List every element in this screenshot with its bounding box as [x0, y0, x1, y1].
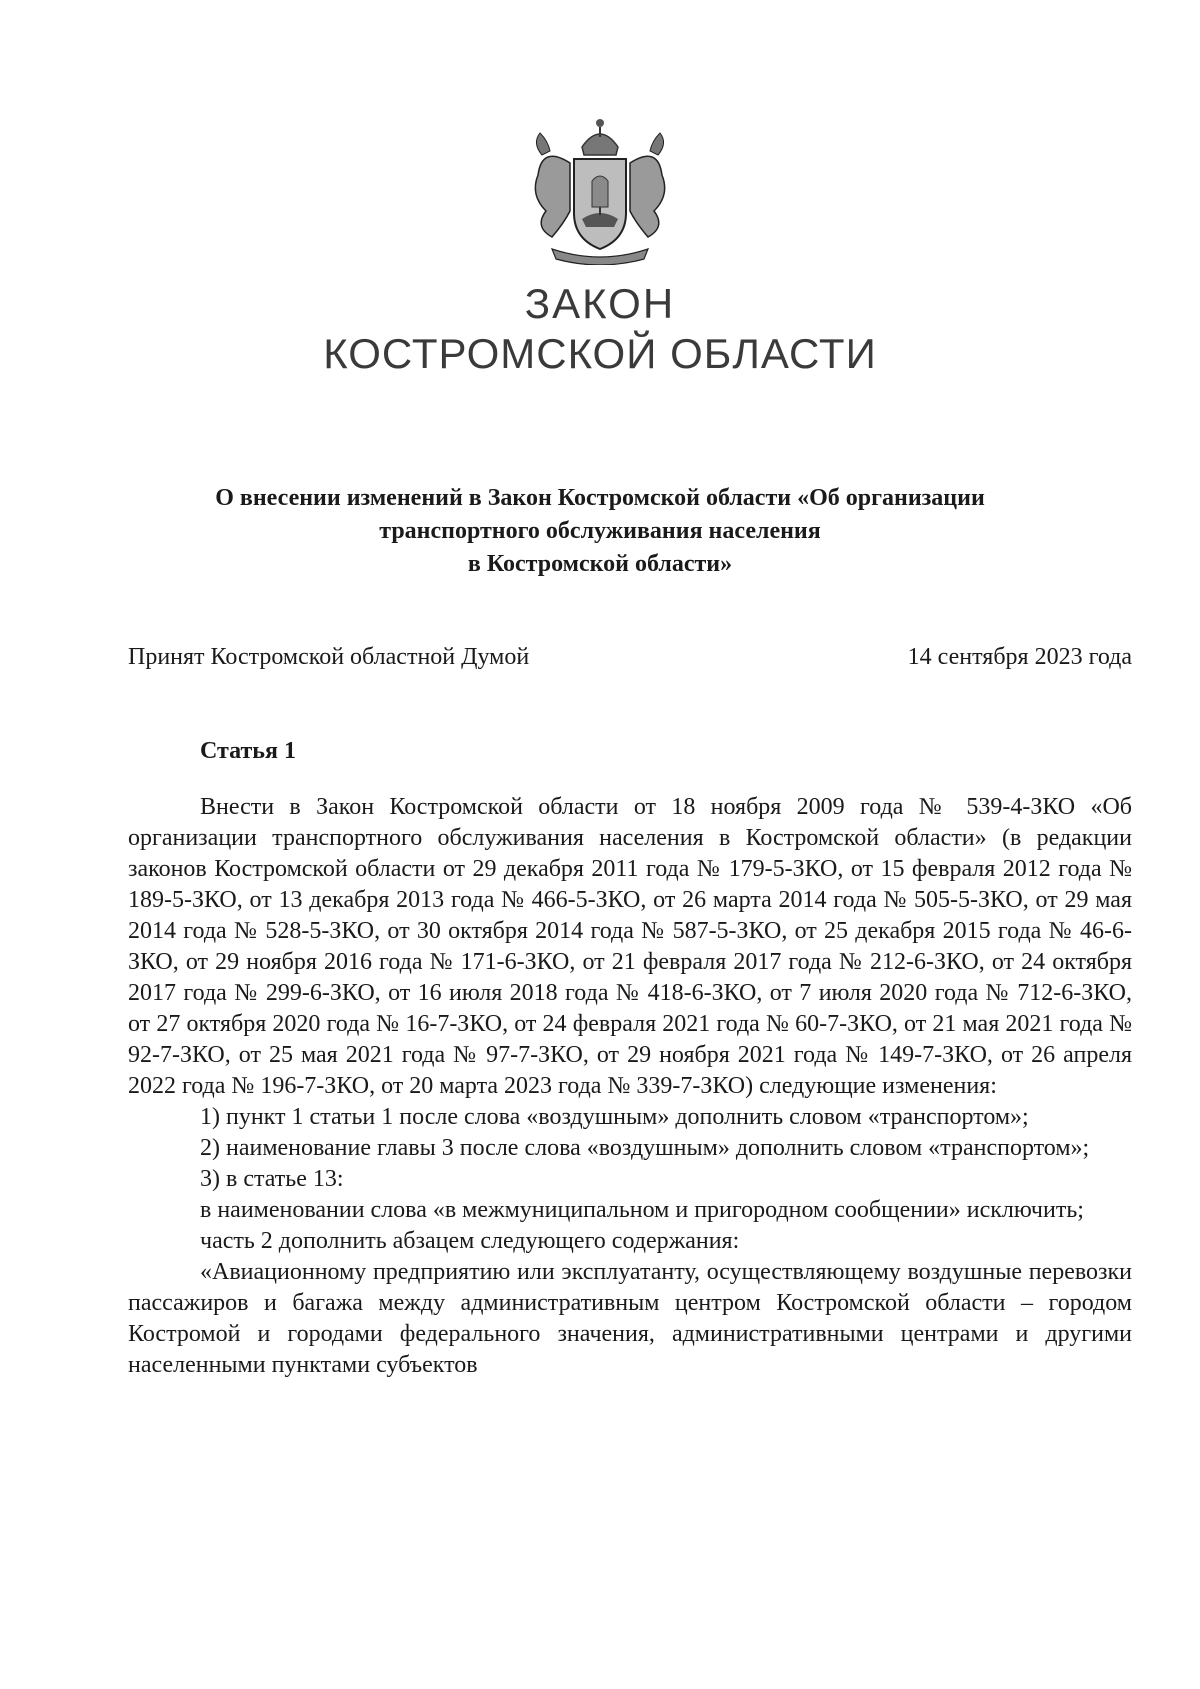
adoption-date: 14 сентября 2023 года — [907, 644, 1132, 670]
article-title: Статья 1 — [200, 738, 296, 764]
article-item-1: 1) пункт 1 статьи 1 после слова «воздушным» дополнить словом «транспортом»; — [200, 1104, 1029, 1130]
region-name: КОСТРОМСКОЙ ОБЛАСТИ — [323, 330, 877, 377]
article-item-2: 2) наименование главы 3 после слова «воздушным» дополнить словом «транспортом»; — [200, 1135, 1090, 1161]
adopted-by: Принят Костромской областной Думой — [128, 644, 530, 670]
article-body — [128, 792, 1132, 1381]
document-title — [120, 482, 1080, 581]
article-item-3-sub-1: в наименовании слова «в межмуниципальном и пригородном сообщении» исключить; — [200, 1197, 1084, 1223]
article-intro-paragraph: Внести в Закон Костромской области от 18 ноября 2009 года № 539-4-ЗКО «Об организации транспортного обслуживания населения в Костромской области» (в редакции законов Костромской области от 29 декабря 2011 года № 179-5-ЗКО, от 15 февраля 2012 года № 189-5-ЗКО, от 13 декабря 2013 года № 466-5-ЗКО, от 26 марта 2014 года № 505-5-ЗКО, от 29 мая 2014 года № 528-5-ЗКО, от 30 октября 2014 года № 587-5-ЗКО, от 25 декабря 2015 года № 46-6-ЗКО, от 29 ноября 2016 года № 171-6-ЗКО, от 21 февраля 2017 года № 212-6-ЗКО, от 24 октября 2017 года № 299-6-ЗКО, от 16 июля 2018 года № 418-6-ЗКО, от 7 июля 2020 года № 712-6-ЗКО, от 27 октября 2020 года № 16-7-ЗКО, от 24 февраля 2021 года № 60-7-ЗКО, от 21 мая 2021 года № 92-7-ЗКО, от 25 мая 2021 года № 97-7-ЗКО, от 29 ноября 2021 года № 149-7-ЗКО, от 26 апреля 2022 года № 196-7-ЗКО, от 20 марта 2023 года № 339-7-ЗКО) следующие изменения: — [128, 794, 1132, 1099]
article-item-3: 3) в статье 13: — [200, 1166, 344, 1192]
document-title-line-1: О внесении изменений в Закон Костромской области «Об организации — [215, 485, 985, 511]
article-item-3-sub-2: часть 2 дополнить абзацем следующего содержания: — [200, 1228, 740, 1254]
document-title-line-2: транспортного обслуживания населения — [379, 518, 821, 544]
article-item-3-quote: «Авиационному предприятию или эксплуатанту, осуществляющему воздушные перевозки пассажиров и багажа между административным центром Костромской области – городом Костромой и городами федерального значения, административными центрами и другими населенными пунктами субъектов — [128, 1259, 1132, 1378]
law-word: ЗАКОН — [524, 280, 676, 327]
adoption-line — [128, 644, 1132, 671]
document-title-line-3: в Костромской области» — [467, 551, 733, 577]
coat-of-arms-emblem — [512, 115, 688, 265]
